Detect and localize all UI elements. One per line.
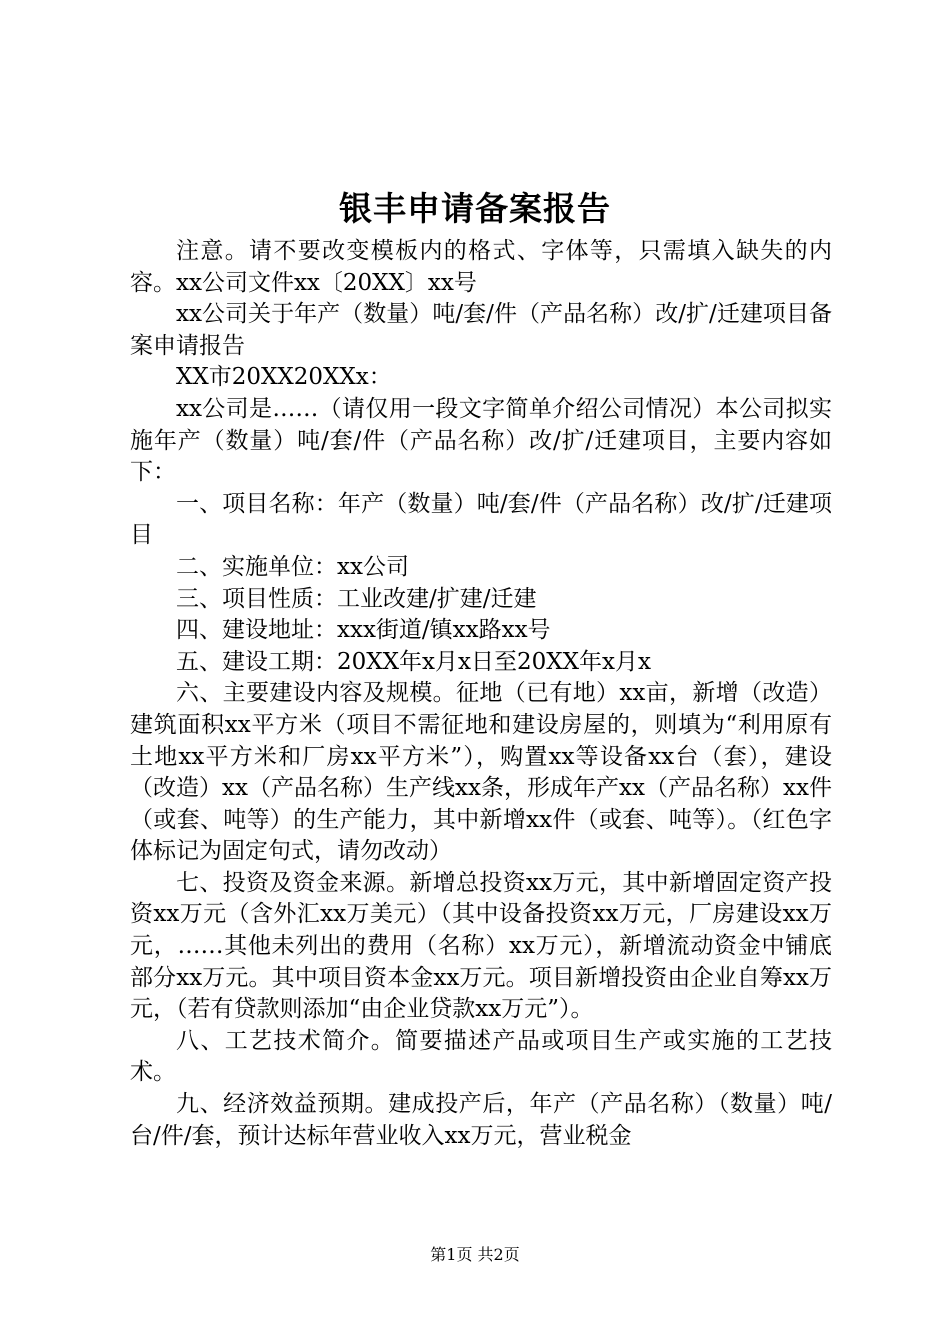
document-body <box>130 236 832 1152</box>
paragraph-company-intro: xx公司是……（请仅用一段文字简单介绍公司情况）本公司拟实施年产（数量）吨/套/件（产品名称）改/扩/迁建项目，主要内容如下： <box>130 395 832 486</box>
paragraph-construction-period: 五、建设工期：20XX年x月x日至20XX年x月x <box>176 648 651 675</box>
paragraph-addressee: XX市20XX20XXx： <box>176 364 392 391</box>
paragraph-construction-scope: 六、主要建设内容及规模。征地（已有地）xx亩，新增（改造）建筑面积xx平方米（项目不需征地和建设房屋的，则填为“利用原有土地xx平方米和厂房xx平方米”），购置xx等设备xx台（套），建设（改造）xx（产品名称）生产线xx条，形成年产xx（产品名称）xx件（或套、吨等）的生产能力，其中新增xx件（或套、吨等）。（红色字体标记为固定句式，请勿改动） <box>130 680 832 865</box>
paragraph-investment: 七、投资及资金来源。新增总投资xx万元，其中新增固定资产投资xx万元（含外汇xx万美元）（其中设备投资xx万元，厂房建设xx万元，……其他未列出的费用（名称）xx万元），新增流动资金中铺底部分xx万元。其中项目资本金xx万元。项目新增投资由企业自筹xx万元，（若有贷款则添加“由企业贷款xx万元”）。 <box>130 869 832 1023</box>
paragraph-economic-benefit: 九、经济效益预期。建成投产后，年产（产品名称）（数量）吨/台/件/套，预计达标年营业收入xx万元，营业税金 <box>130 1091 832 1149</box>
document-title: 银丰申请备案报告 <box>339 189 611 228</box>
paragraph-notice: 注意。请不要改变模板内的格式、字体等，只需填入缺失的内容。xx公司文件xx〔20XX〕xx号 <box>130 238 832 296</box>
paragraph-project-nature: 三、项目性质：工业改建/扩建/迁建 <box>176 585 537 612</box>
paragraph-implementing-unit: 二、实施单位：xx公司 <box>176 553 409 580</box>
paragraph-technology: 八、工艺技术简介。简要描述产品或项目生产或实施的工艺技术。 <box>130 1027 832 1086</box>
paragraph-project-name: 一、项目名称：年产（数量）吨/套/件（产品名称）改/扩/迁建项目 <box>130 490 832 549</box>
paragraph-report-subject: xx公司关于年产（数量）吨/套/件（产品名称）改/扩/迁建项目备案申请报告 <box>130 301 832 359</box>
page-footer: 第1页 共2页 <box>430 1245 520 1264</box>
paragraph-construction-address: 四、建设地址：xxx街道/镇xx路xx号 <box>176 617 551 644</box>
